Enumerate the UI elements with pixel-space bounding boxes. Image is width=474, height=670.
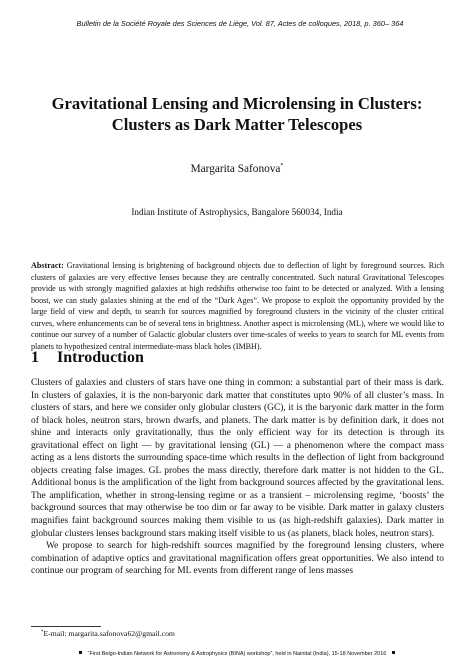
footnote-rule [31, 626, 101, 627]
author-text: Margarita Safonova [190, 163, 281, 175]
affiliation: Indian Institute of Astrophysics, Bangalore 560034, India [131, 207, 343, 217]
section-title: Introduction [57, 349, 144, 366]
abstract-text: Gravitational lensing is brightening of background objects due to deflection of light by foreground sources. Rich clusters of galaxies are very effective lenses because they are centrally concentrated. Such natural Gravitational Telescopes provide us with strongly magnified galaxies at high redshifts otherwise too faint to be detected or analyzed. With a lensing boost, we can study galaxies shining at the end of the “Dark Ages”. We propose to exploit the opportunity provided by the large field of view and depth, to search for sources magnified by foreground clusters in the vicinity of the cluster critical curves, where enhancements can be of several tens in brightness. Another aspect is microlensing (ML), where we would like to continue our survey of a number of Galactic globular clusters over time-scales of weeks to years to search for ML events from planets to hypothesized central intermediate-mass black holes (IMBH). [31, 261, 444, 351]
abstract-label: Abstract: [31, 261, 64, 270]
journal-header: Bulletin de la Société Royale des Sciences de Liège, Vol. 87, Actes de colloques, 2018, p. 360– 364 [76, 19, 404, 28]
author-footnote-mark: * [280, 163, 284, 169]
title-line-1: Gravitational Lensing and Microlensing in Clusters: [51, 94, 423, 113]
footer-text: “First Belgo-Indian Network for Astronomy & Astrophysics (BINA) workshop”, held in Nainital (India), 15-18 November 2016 [87, 651, 387, 657]
footnote-email: E-mail: margarita.safonova62@gmail.com [43, 629, 175, 638]
section-number: 1 [31, 349, 39, 366]
author-name [20, 163, 454, 175]
bullet-icon [79, 651, 82, 654]
footnote [41, 629, 175, 638]
bullet-icon [392, 651, 395, 654]
paragraph: We propose to search for high-redshift sources magnified by the foreground lensing clusters, where combination of adaptive optics and gravitational magnification offers great opportunities. We also intend to continue our program of searching for ML events from different range of lens masses [31, 541, 444, 577]
paper-title [20, 93, 454, 135]
body-text [31, 377, 444, 578]
page-footer [20, 651, 454, 657]
footnote-mark: * [41, 630, 44, 635]
title-line-2: Clusters as Dark Matter Telescopes [111, 115, 363, 134]
paragraph: Clusters of galaxies and clusters of stars have one thing in common: a substantial part of their mass is dark. In clusters of galaxies, it is the non-baryonic dark matter that constitutes upto 90% of all cluster’s mass. In clusters of stars, and here we consider only globular clusters (GC), it is the baryonic dark matter in the form of black holes, neutron stars, brown dwarfs, and planets. The dark matter is by definition dark, it does not shine and interacts only gravitationally, thus the only efficient way for its detection is through its gravitational effect on light — by gravitational lensing (GL) — a phenomenon where the compact mass acting as a lens distorts the surrounding space-time which results in the deflection of light from background objects creating false images. GL probes the mass directly, therefore dark matter is not hidden to the GL. Additional bonus is the amplification of the light from background sources affected by the gravitational lens. The amplification, whether in strong-lensing regime or as a transient – microlensing regime, ‘boosts’ the background sources that may otherwise be too dim or far away to be visible. Dark matter in galaxy clusters magnifies faint background sources making them visible to us (as high-redshift galaxies). Dark matter in globular clusters lenses background stars making itself visible to us (as planets, black holes, neutron stars). [31, 378, 444, 539]
section-heading [31, 349, 144, 367]
abstract [31, 260, 444, 352]
